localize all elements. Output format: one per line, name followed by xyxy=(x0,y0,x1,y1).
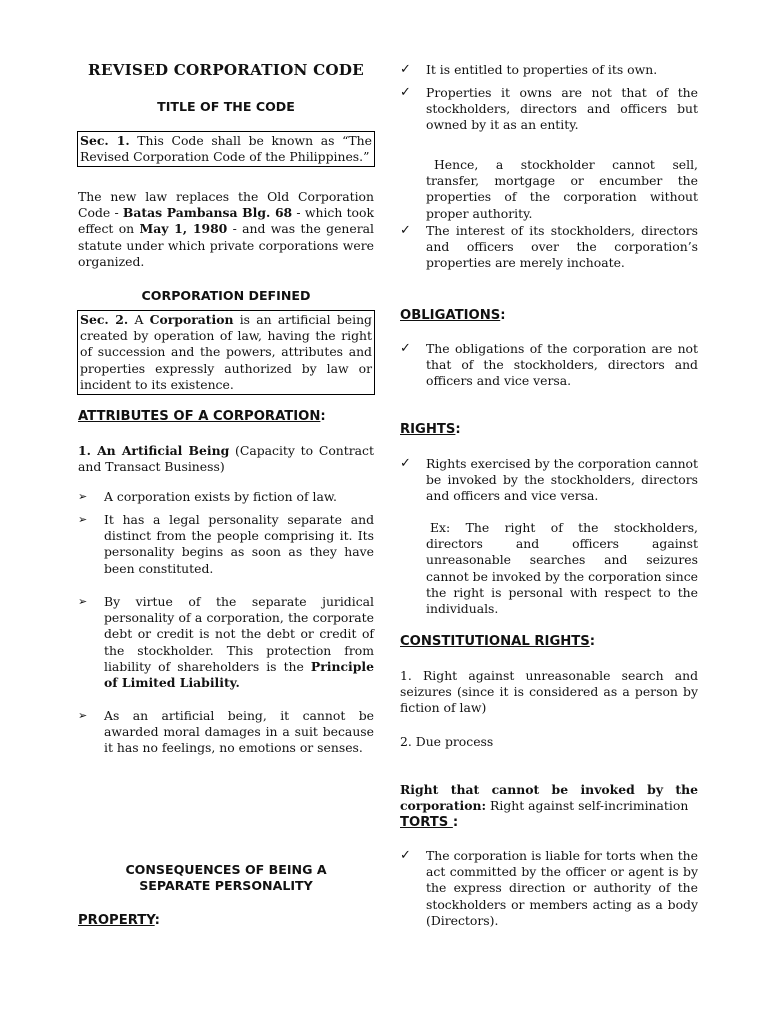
attributes-heading-text: ATTRIBUTES OF A CORPORATION xyxy=(78,409,321,424)
check-icon: ✓ xyxy=(400,456,411,471)
arrow-bullet-icon: ➢ xyxy=(78,595,88,608)
bullet-personality-text: It has a legal personality separate and distinct from the people comprising it. Its personality begins as soon as they have been constituted. xyxy=(104,512,374,576)
hence-paragraph: Hence, a stockholder cannot sell, transfer, mortgage or encumber the properties of the corporation without proper authority. xyxy=(426,157,698,221)
bullet-personality xyxy=(78,512,374,577)
torts-heading-text: TORTS xyxy=(400,815,453,830)
torts-heading xyxy=(400,815,698,831)
sec2-text-c: is an artificial being created by operation of law, having the right of succession and the powers, attributes and properties expressly authorized by law or incident to its existence. xyxy=(80,312,372,392)
sec2-label: Sec. 2. xyxy=(80,312,129,327)
obligations-text: The obligations of the corporation are not that of the stockholders, directors and officers and vice versa. xyxy=(426,341,698,389)
check-icon: ✓ xyxy=(400,85,411,100)
check-icon: ✓ xyxy=(400,341,411,356)
sec2-text-a: A xyxy=(128,312,150,327)
rights-colon: : xyxy=(455,422,461,437)
property-heading xyxy=(78,913,374,929)
obligations-check xyxy=(400,341,698,390)
check-icon: ✓ xyxy=(400,223,411,238)
new-law-text-c: - which took effect on xyxy=(78,205,374,237)
cannot-invoke-label: Right that cannot be invoked by the corporation: xyxy=(400,782,698,814)
arrow-bullet-icon: ➢ xyxy=(78,709,88,722)
sec1-label: Sec. 1. xyxy=(80,133,130,148)
property-heading-text: PROPERTY xyxy=(78,913,155,928)
property-check-1-text: It is entitled to properties of its own. xyxy=(426,62,658,77)
attributes-heading xyxy=(78,409,374,425)
obligations-heading-text: OBLIGATIONS xyxy=(400,308,501,323)
cannot-invoke-paragraph xyxy=(400,782,698,814)
constitutional-heading-text: CONSTITUTIONAL RIGHTS xyxy=(400,634,590,649)
sec1-box xyxy=(77,131,375,167)
bullet-limited-liability-text: By virtue of the separate juridical personality of a corporation, the corporate debt or credit is not the debt or credit of the stockholder. This protection from liability of shareholders is the xyxy=(104,594,374,674)
bullet-fiction xyxy=(78,489,374,505)
sec2-box xyxy=(77,310,375,395)
arrow-bullet-icon: ➢ xyxy=(78,513,88,526)
cannot-invoke-text: Right against self-incrimination xyxy=(486,798,689,814)
check-icon: ✓ xyxy=(400,62,411,77)
property-check-2-text: Properties it owns are not that of the stockholders, directors and officers but owned by it as an entity. xyxy=(426,85,698,133)
torts-colon: : xyxy=(452,815,459,830)
torts-text: The corporation is liable for torts when the act committed by the officer or agent is by the express direction or authority of the stockholders or members acting as a body (Directors). xyxy=(426,848,698,928)
rights-heading xyxy=(400,422,698,438)
interest-text: The interest of its stockholders, directors and officers over the corporation’s properties are merely inchoate. xyxy=(426,223,698,271)
principle-limited-liability: Principle of Limited Liability. xyxy=(104,658,374,691)
property-check-1 xyxy=(400,62,698,78)
rights-check xyxy=(400,456,698,505)
bullet-moral-damages-text: As an artificial being, it cannot be awarded moral damages in a suit because it has no feelings, no emotions or senses. xyxy=(104,708,374,756)
check-icon: ✓ xyxy=(400,848,411,863)
bullet-limited-liability xyxy=(78,594,374,691)
rights-heading-text: RIGHTS xyxy=(400,422,456,437)
constitutional-right-1: 1. Right against unreasonable search and seizures (since it is considered as a person by fiction of law) xyxy=(400,668,698,716)
artificial-being-label: 1. An Artificial Being xyxy=(78,443,230,458)
new-law-paragraph xyxy=(78,189,374,270)
section-title-of-code: TITLE OF THE CODE xyxy=(157,99,295,114)
bullet-moral-damages xyxy=(78,708,374,757)
attributes-colon: : xyxy=(320,409,326,424)
new-law-text-e: - and was the general statute under which private corporations were organized. xyxy=(78,221,374,269)
sec2-corporation: Corporation xyxy=(149,312,234,327)
rights-text: Rights exercised by the corporation cannot be invoked by the stockholders, directors and officers and vice versa. xyxy=(426,456,698,504)
sec1-text: This Code shall be known as “The Revised Corporation Code of the Philippines.” xyxy=(80,133,372,165)
constitutional-right-2: 2. Due process xyxy=(400,734,494,749)
obligations-heading xyxy=(400,308,698,324)
artificial-being-text: (Capacity to Contract and Transact Business) xyxy=(78,443,374,475)
corporation-defined-heading: CORPORATION DEFINED xyxy=(141,288,311,303)
constitutional-colon: : xyxy=(589,634,596,649)
bp68: Batas Pambansa Blg. 68 xyxy=(122,205,293,221)
bullet-fiction-text: A corporation exists by fiction of law. xyxy=(104,489,337,504)
effect-date: May 1, 1980 xyxy=(139,221,228,237)
constitutional-rights-heading xyxy=(400,634,698,650)
document-title: REVISED CORPORATION CODE xyxy=(88,61,364,79)
consequences-heading: CONSEQUENCES OF BEING A SEPARATE PERSONALITY xyxy=(125,862,327,894)
example-paragraph: Ex: The right of the stockholders, directors and officers against unreasonable searches and seizures cannot be invoked by the corporation since the right is personal with respect to the individuals. xyxy=(426,520,699,617)
property-check-2 xyxy=(400,85,698,134)
artificial-being-paragraph xyxy=(78,443,374,475)
arrow-bullet-icon: ➢ xyxy=(78,490,88,503)
property-colon: : xyxy=(154,913,160,928)
new-law-text-a: The new law replaces the Old Corporation Code - xyxy=(78,189,374,221)
interest-check xyxy=(400,223,698,272)
obligations-colon: : xyxy=(500,308,506,323)
torts-check xyxy=(400,848,698,929)
